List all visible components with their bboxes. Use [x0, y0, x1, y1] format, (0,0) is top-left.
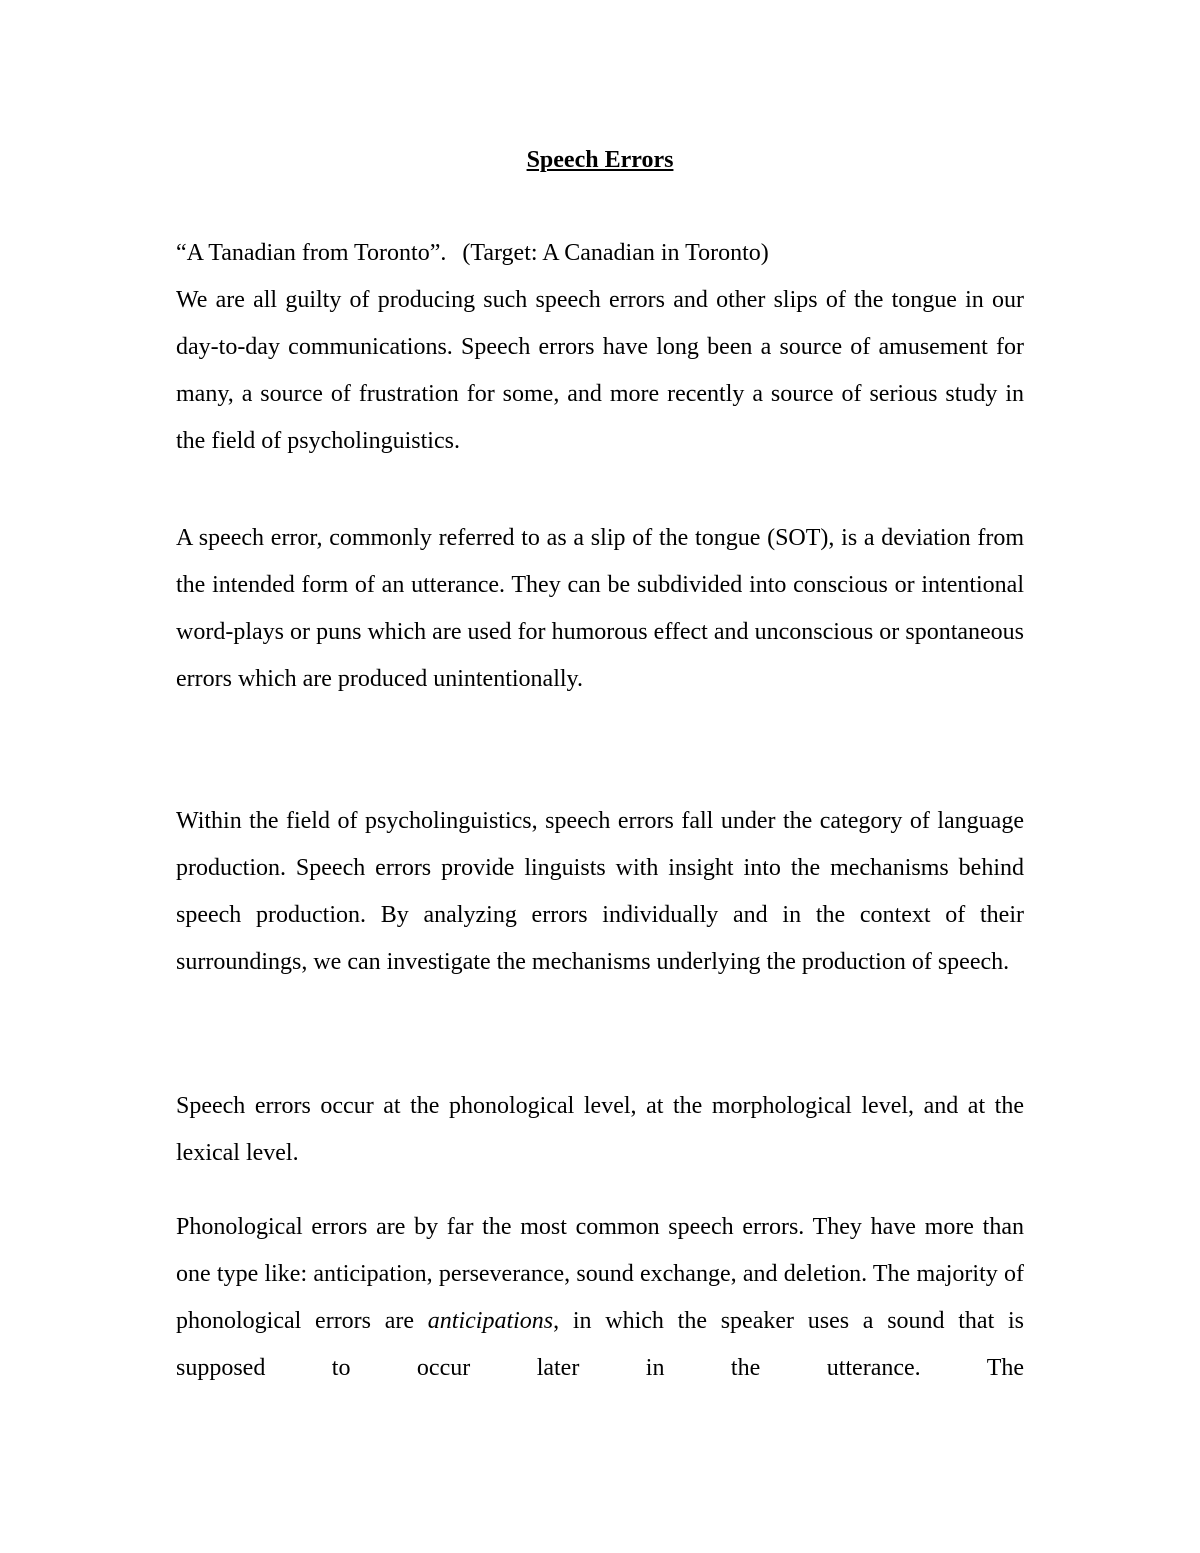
example-target: (Target: A Canadian in Toronto)	[462, 240, 769, 266]
term-anticipations: anticipations	[427, 1308, 554, 1334]
document-title: Speech Errors	[526, 147, 674, 173]
paragraph-psycholinguistics: Within the field of psycholinguistics, speech errors fall under the category of language production. Speech errors provide linguists with insight into the mechanisms behind speech production. By analyzing errors individually and in the context of their surroundings, we can investigate the mechanisms underlying the production of speech.	[176, 808, 1024, 975]
paragraph-levels: Speech errors occur at the phonological level, at the morphological level, and at the lexical level.	[176, 1093, 1024, 1166]
example-utterance: “A Tanadian from Toronto”.	[176, 240, 447, 266]
paragraph-phonological-part2: , in which the speaker uses a sound that is supposed to occur later in the utterance. The	[176, 1308, 1024, 1381]
example-line	[176, 230, 769, 277]
paragraph-intro: We are all guilty of producing such speech errors and other slips of the tongue in our day-to-day communications. Speech errors have long been a source of amusement for many, a source of frustration for some, and more recently a source of serious study in the field of psycholinguistics.	[176, 287, 1024, 454]
paragraph-definition: A speech error, commonly referred to as a slip of the tongue (SOT), is a deviation from the intended form of an utterance. They can be subdivided into conscious or intentional word-plays or puns which are used for humorous effect and unconscious or spontaneous errors which are produced unintentionally.	[176, 525, 1024, 692]
paragraph-phonological-part1: Phonological errors are by far the most common speech errors. They have more than one type like: anticipation, perseverance, sound exchange, and deletion. The majority of phonological errors are	[176, 1214, 1024, 1334]
paragraph-phonological	[176, 1204, 1024, 1392]
